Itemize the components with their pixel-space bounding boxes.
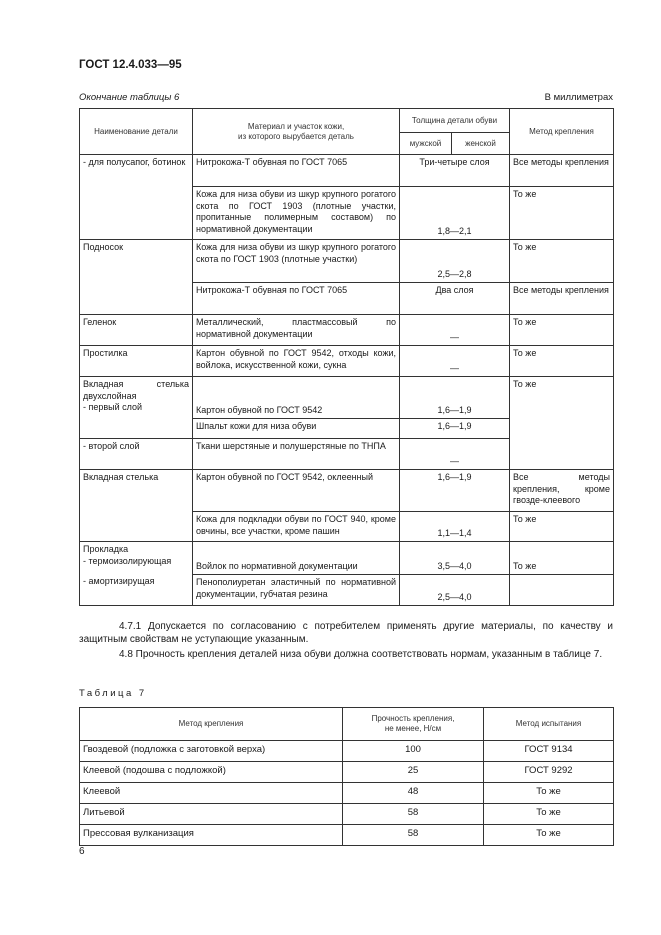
method-cell: Все методы крепления — [510, 283, 614, 315]
table-row — [80, 804, 614, 825]
test-method-cell: ГОСТ 9134 — [484, 741, 614, 762]
method-cell: То же — [510, 346, 614, 377]
material-cell: Кожа для подкладки обуви по ГОСТ 940, кроме овчины, все участки, кроме пашин — [193, 512, 400, 542]
strength-cell: 100 — [343, 741, 484, 762]
col-header-material — [193, 109, 400, 155]
col-header-strength-line1: Прочность крепления, — [371, 714, 455, 723]
paragraph-4-8: 4.8 Прочность крепления деталей низа обуви должна соответствовать нормам, указанным в таблице 7. — [119, 649, 603, 660]
table-7-caption: Таблица 7 — [79, 688, 147, 699]
table-row — [80, 470, 614, 512]
material-cell: Металлический, пластмассовый по нормативной документации — [193, 315, 400, 346]
material-cell: Нитрокожа-Т обувная по ГОСТ 7065 — [193, 283, 400, 315]
col-header-strength — [343, 708, 484, 741]
table-row — [80, 542, 614, 575]
document-header-title: ГОСТ 12.4.033—95 — [79, 59, 182, 71]
material-cell: Войлок по нормативной документации — [193, 542, 400, 575]
table-7 — [79, 707, 614, 846]
part-name: - второй слой — [80, 439, 193, 470]
material-cell: Картон обувной по ГОСТ 9542, отходы кожи, войлока, искусственной кожи, сукна — [193, 346, 400, 377]
thickness-cell: — — [400, 346, 510, 377]
part-name — [80, 542, 193, 606]
test-method-cell: То же — [484, 783, 614, 804]
col-header-strength-line2: не менее, Н/см — [384, 724, 442, 733]
table-6-header-row — [80, 109, 614, 133]
method-cell: То же — [510, 240, 614, 283]
col-header-fastening-method: Метод крепления — [80, 708, 343, 741]
fastening-method-cell: Клеевой (подошва с подложкой) — [80, 762, 343, 783]
fastening-method-cell: Клеевой — [80, 783, 343, 804]
method-cell: То же — [510, 512, 614, 542]
thickness-cell: 1,6—1,9 — [400, 419, 510, 439]
fastening-method-cell: Прессовая вулканизация — [80, 825, 343, 846]
method-cell — [510, 575, 614, 606]
col-header-female: женской — [452, 133, 510, 155]
thickness-cell: 1,6—1,9 — [400, 470, 510, 512]
table-row — [80, 783, 614, 804]
part-name — [80, 377, 193, 439]
test-method-cell: ГОСТ 9292 — [484, 762, 614, 783]
thickness-cell: 2,5—4,0 — [400, 575, 510, 606]
table-6 — [79, 108, 614, 606]
col-header-test-method: Метод испытания — [484, 708, 614, 741]
part-name: Геленок — [80, 315, 193, 346]
method-cell: Все методы крепления — [510, 155, 614, 187]
part-name: Подносок — [80, 240, 193, 315]
part-name-line3: - амортизирущая — [83, 576, 155, 586]
table-7-header-row — [80, 708, 614, 741]
thickness-cell: Два слоя — [400, 283, 510, 315]
thickness-cell: Три-четыре слоя — [400, 155, 510, 187]
col-header-thickness: Толщина детали обуви — [400, 109, 510, 133]
table-row — [80, 762, 614, 783]
material-cell: Нитрокожа-Т обувная по ГОСТ 7065 — [193, 155, 400, 187]
material-cell: Ткани шерстяные и полушерстяные по ТНПА — [193, 439, 400, 470]
test-method-cell: То же — [484, 825, 614, 846]
strength-cell: 58 — [343, 825, 484, 846]
part-name-line2: - термоизолирующая — [83, 555, 172, 566]
table-row — [80, 240, 614, 283]
thickness-cell: — — [400, 439, 510, 470]
thickness-cell: — — [400, 315, 510, 346]
table-row — [80, 825, 614, 846]
method-cell: То же — [510, 187, 614, 240]
table-row — [80, 377, 614, 419]
table-row — [80, 741, 614, 762]
material-cell: Кожа для низа обуви из шкур крупного рогатого скота по ГОСТ 1903 (плотные участки, пропитанные полимерным составом) по нормативной документации — [193, 187, 400, 240]
material-cell: Картон обувной по ГОСТ 9542 — [193, 377, 400, 419]
strength-cell: 58 — [343, 804, 484, 825]
method-cell: То же — [510, 377, 614, 470]
col-header-method: Метод крепления — [510, 109, 614, 155]
part-name: Вкладная стелька — [80, 470, 193, 542]
thickness-cell: 1,8—2,1 — [400, 187, 510, 240]
part-name-line2: - первый слой — [83, 402, 143, 412]
part-name: Простилка — [80, 346, 193, 377]
table-row — [80, 346, 614, 377]
material-cell: Пенополиуретан эластичный по нормативной документации, губчатая резина — [193, 575, 400, 606]
strength-cell: 48 — [343, 783, 484, 804]
table-6-caption: Окончание таблицы 6 — [79, 92, 180, 103]
col-header-material-line2: из которого вырубается деталь — [238, 131, 354, 141]
paragraph-4-7-1: 4.7.1 Допускается по согласованию с потребителем применять другие материалы, по качеству и защитным свойствам не уступающие указанным. — [79, 621, 613, 645]
col-header-male: мужской — [400, 133, 452, 155]
method-cell: То же — [510, 542, 614, 575]
material-cell: Кожа для низа обуви из шкур крупного рогатого скота по ГОСТ 1903 (плотные участки) — [193, 240, 400, 283]
col-header-material-line1: Материал и участок кожи, — [247, 121, 345, 131]
method-cell: Все методы крепления, кроме гвозде-клеевого — [510, 470, 614, 512]
part-name: - для полусапог, ботинок — [80, 155, 193, 240]
part-name-line1: Вкладная стелька двухслойная — [83, 379, 189, 401]
thickness-cell: 1,6—1,9 — [400, 377, 510, 419]
col-header-name: Наименование детали — [80, 109, 193, 155]
material-cell: Картон обувной по ГОСТ 9542, оклеенный — [193, 470, 400, 512]
table-6-units: В миллиметрах — [544, 92, 613, 103]
page-number: 6 — [79, 846, 85, 857]
thickness-cell: 3,5—4,0 — [400, 542, 510, 575]
test-method-cell: То же — [484, 804, 614, 825]
method-cell: То же — [510, 315, 614, 346]
thickness-cell: 2,5—2,8 — [400, 240, 510, 283]
part-name-line1: Прокладка — [83, 544, 129, 554]
fastening-method-cell: Гвоздевой (подложка с заготовкой верха) — [80, 741, 343, 762]
table-row — [80, 315, 614, 346]
table-row — [80, 155, 614, 187]
material-cell: Шпальт кожи для низа обуви — [193, 419, 400, 439]
fastening-method-cell: Литьевой — [80, 804, 343, 825]
strength-cell: 25 — [343, 762, 484, 783]
thickness-cell: 1,1—1,4 — [400, 512, 510, 542]
